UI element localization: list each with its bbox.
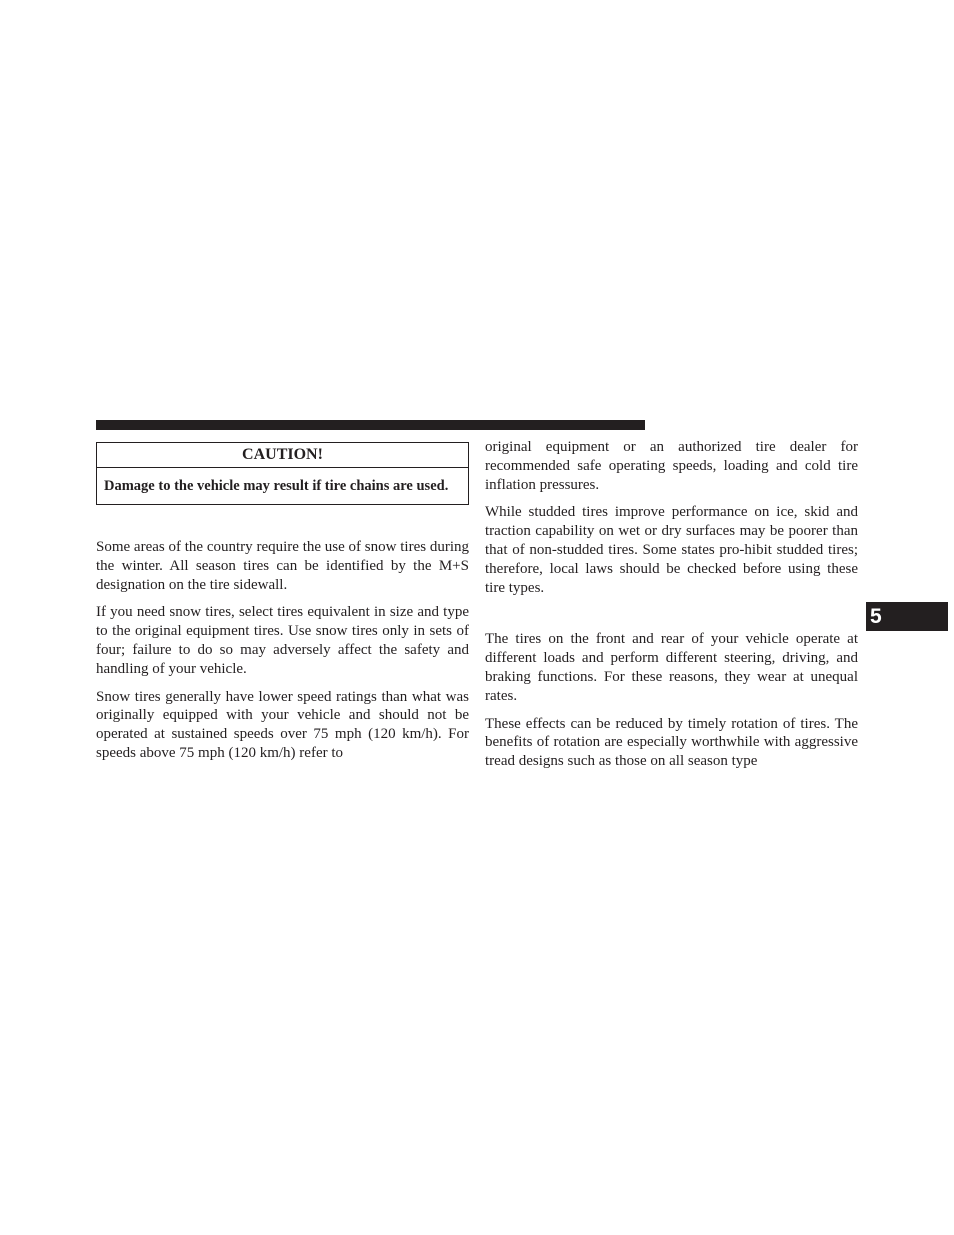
caution-box: [96, 442, 469, 505]
left-column: [96, 442, 469, 772]
chapter-tab: 5: [866, 602, 948, 631]
paragraph: Some areas of the country require the use of snow tires during the winter. All season tires can be identified by the M+S designation on the tire sidewall.: [96, 539, 469, 593]
caution-body: Damage to the vehicle may result if tire chains are used.: [104, 478, 449, 494]
caution-title: CAUTION!: [97, 443, 468, 468]
paragraph: original equipment or an authorized tire dealer for recommended safe operating speeds, loading and cold tire inflation pressures.: [485, 439, 858, 493]
paragraph: If you need snow tires, select tires equivalent in size and type to the original equipment tires. Use snow tires only in sets of four; failure to do so may adversely affect the safety and handling of your vehicle.: [96, 604, 469, 677]
paragraph: These effects can be reduced by timely rotation of tires. The benefits of rotation are especially worthwhile with aggressive tread designs such as those on all season type: [485, 715, 858, 770]
paragraph: The tires on the front and rear of your vehicle operate at different loads and perform different steering, driving, and braking functions. For these reasons, they wear at unequal rates.: [485, 631, 858, 704]
section-gap: [485, 606, 858, 630]
paragraph: While studded tires improve performance on ice, skid and traction capability on wet or dry surfaces may be poorer than that of non-studded tires. Some states pro-hibit studded tires; therefore, local laws should be checked before using these tire types.: [485, 504, 858, 596]
paragraph: Snow tires generally have lower speed ratings than what was originally equipped with your vehicle and should not be operated at sustained speeds over 75 mph (120 km/h). For speeds above 75 mph (120 km/h) refer to: [96, 688, 469, 761]
top-rule: [96, 420, 645, 430]
right-column: [485, 438, 858, 780]
